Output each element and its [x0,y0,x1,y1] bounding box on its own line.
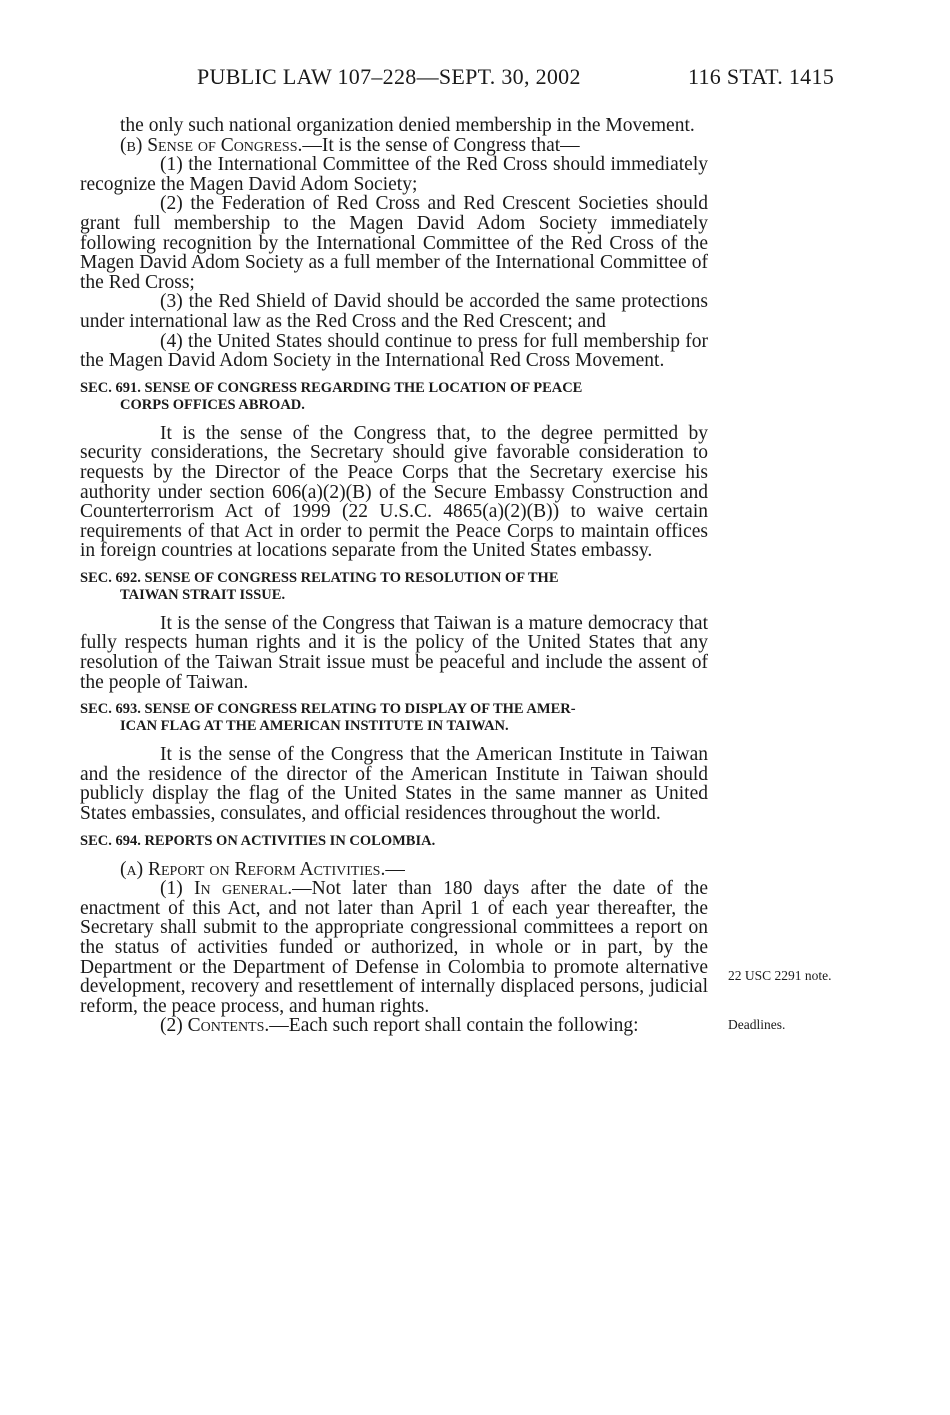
item-2-label: (2) Contents. [160,1015,270,1037]
section-693-heading-line1: SEC. 693. SENSE OF CONGRESS RELATING TO DISPLAY OF THE AMER- [80,701,576,718]
item-1-text: —Not later than 180 days after the date of the enactment of this Act, and not later than April 1 of each year thereafter, the Secretary shall submit to the appropriate congressional committees a report on the status of activities funded or authorized, in whole or in part, by the Department or the Department of Defense in Colombia to promote alternative development, recovery and resettlement of internally displaced persons, judicial reform, the peace process, and human rights. [80,878,708,1017]
paragraph-item-3: (3) the Red Shield of David should be accorded the same protections under international law as the Red Cross and the Red Crescent; and [80,291,708,332]
subsection-a-dash: — [385,858,405,880]
subsection-b-text: —It is the sense of Congress that— [302,134,580,156]
section-694-subsection-a [80,860,708,880]
document-body [80,116,708,1036]
subsection-b-label: (b) Sense of Congress. [120,134,303,156]
margin-note-deadlines: Deadlines. [728,1017,786,1032]
statute-page-number: 116 STAT. 1415 [688,64,835,89]
section-694-item-1 [80,879,708,1016]
section-692-text: It is the sense of the Congress that Taiwan is a mature democracy that fully respects human rights and it is the policy of the United States that any resolution of the Taiwan Strait issue must be peaceful and include the assent of the people of Taiwan. [80,612,708,693]
section-694-item-2 [80,1016,708,1036]
paragraph-continuation: the only such national organization denied membership in the Movement. [120,115,695,136]
section-693-text: It is the sense of the Congress that the American Institute in Taiwan and the residence of the director of the American Institute in Taiwan should publicly display the flag of the United States in the same manner as United States embassies, consulates, and official residences throughout the world. [80,744,708,825]
subsection-b [80,136,708,156]
section-692-heading-line2: TAIWAN STRAIT ISSUE. [120,586,286,603]
section-693-heading-line2: ICAN FLAG AT THE AMERICAN INSTITUTE IN TAIWAN. [120,718,509,735]
subsection-a-label: (a) Report on Reform Activities. [120,858,386,880]
section-693-heading [80,701,708,735]
paragraph-item-4: (4) the United States should continue to press for full membership for the Magen David Adom Society in the International Red Cross Movement. [80,330,708,372]
section-692-heading-line1: SEC. 692. SENSE OF CONGRESS RELATING TO RESOLUTION OF THE [80,569,559,586]
page-title: PUBLIC LAW 107–228—SEPT. 30, 2002 [197,64,581,89]
section-694-heading [80,833,708,850]
section-692-heading [80,570,708,604]
section-694-heading-line1: SEC. 694. REPORTS ON ACTIVITIES IN COLOMBIA. [80,832,436,849]
section-691-heading-line1: SEC. 691. SENSE OF CONGRESS REGARDING THE LOCATION OF PEACE [80,379,583,396]
section-691-heading [80,380,708,414]
item-1-label: (1) In general. [160,878,293,900]
item-2-text: —Each such report shall contain the following: [269,1015,639,1037]
section-691-text: It is the sense of the Congress that, to the degree permitted by security considerations, the Secretary should give favorable consideration to requests by the Director of the Peace Corps that the Secretary exercise his authority under section 606(a)(2)(B) of the Secure Embassy Construction and Counterterrorism Act of 1999 (22 U.S.C. 4865(a)(2)(B)) to waive certain requirements of that Act in order to permit the Peace Corps to maintain offices in foreign countries at locations separate from the United States embassy. [80,422,708,562]
paragraph-item-2: (2) the Federation of Red Cross and Red Crescent Societies should grant full membership to the Magen David Adom Society immediately following recognition by the International Committee of the Red Cross of the Magen David Adom Society as a full member of the International Committee of the Red Cross; [80,193,708,293]
paragraph-item-1: (1) the International Committee of the Red Cross should immediately recognize the Magen David Adom Society; [80,154,708,195]
section-691-heading-line2: CORPS OFFICES ABROAD. [120,396,305,413]
margin-note-usc: 22 USC 2291 note. [728,968,832,983]
page-header [0,64,950,94]
